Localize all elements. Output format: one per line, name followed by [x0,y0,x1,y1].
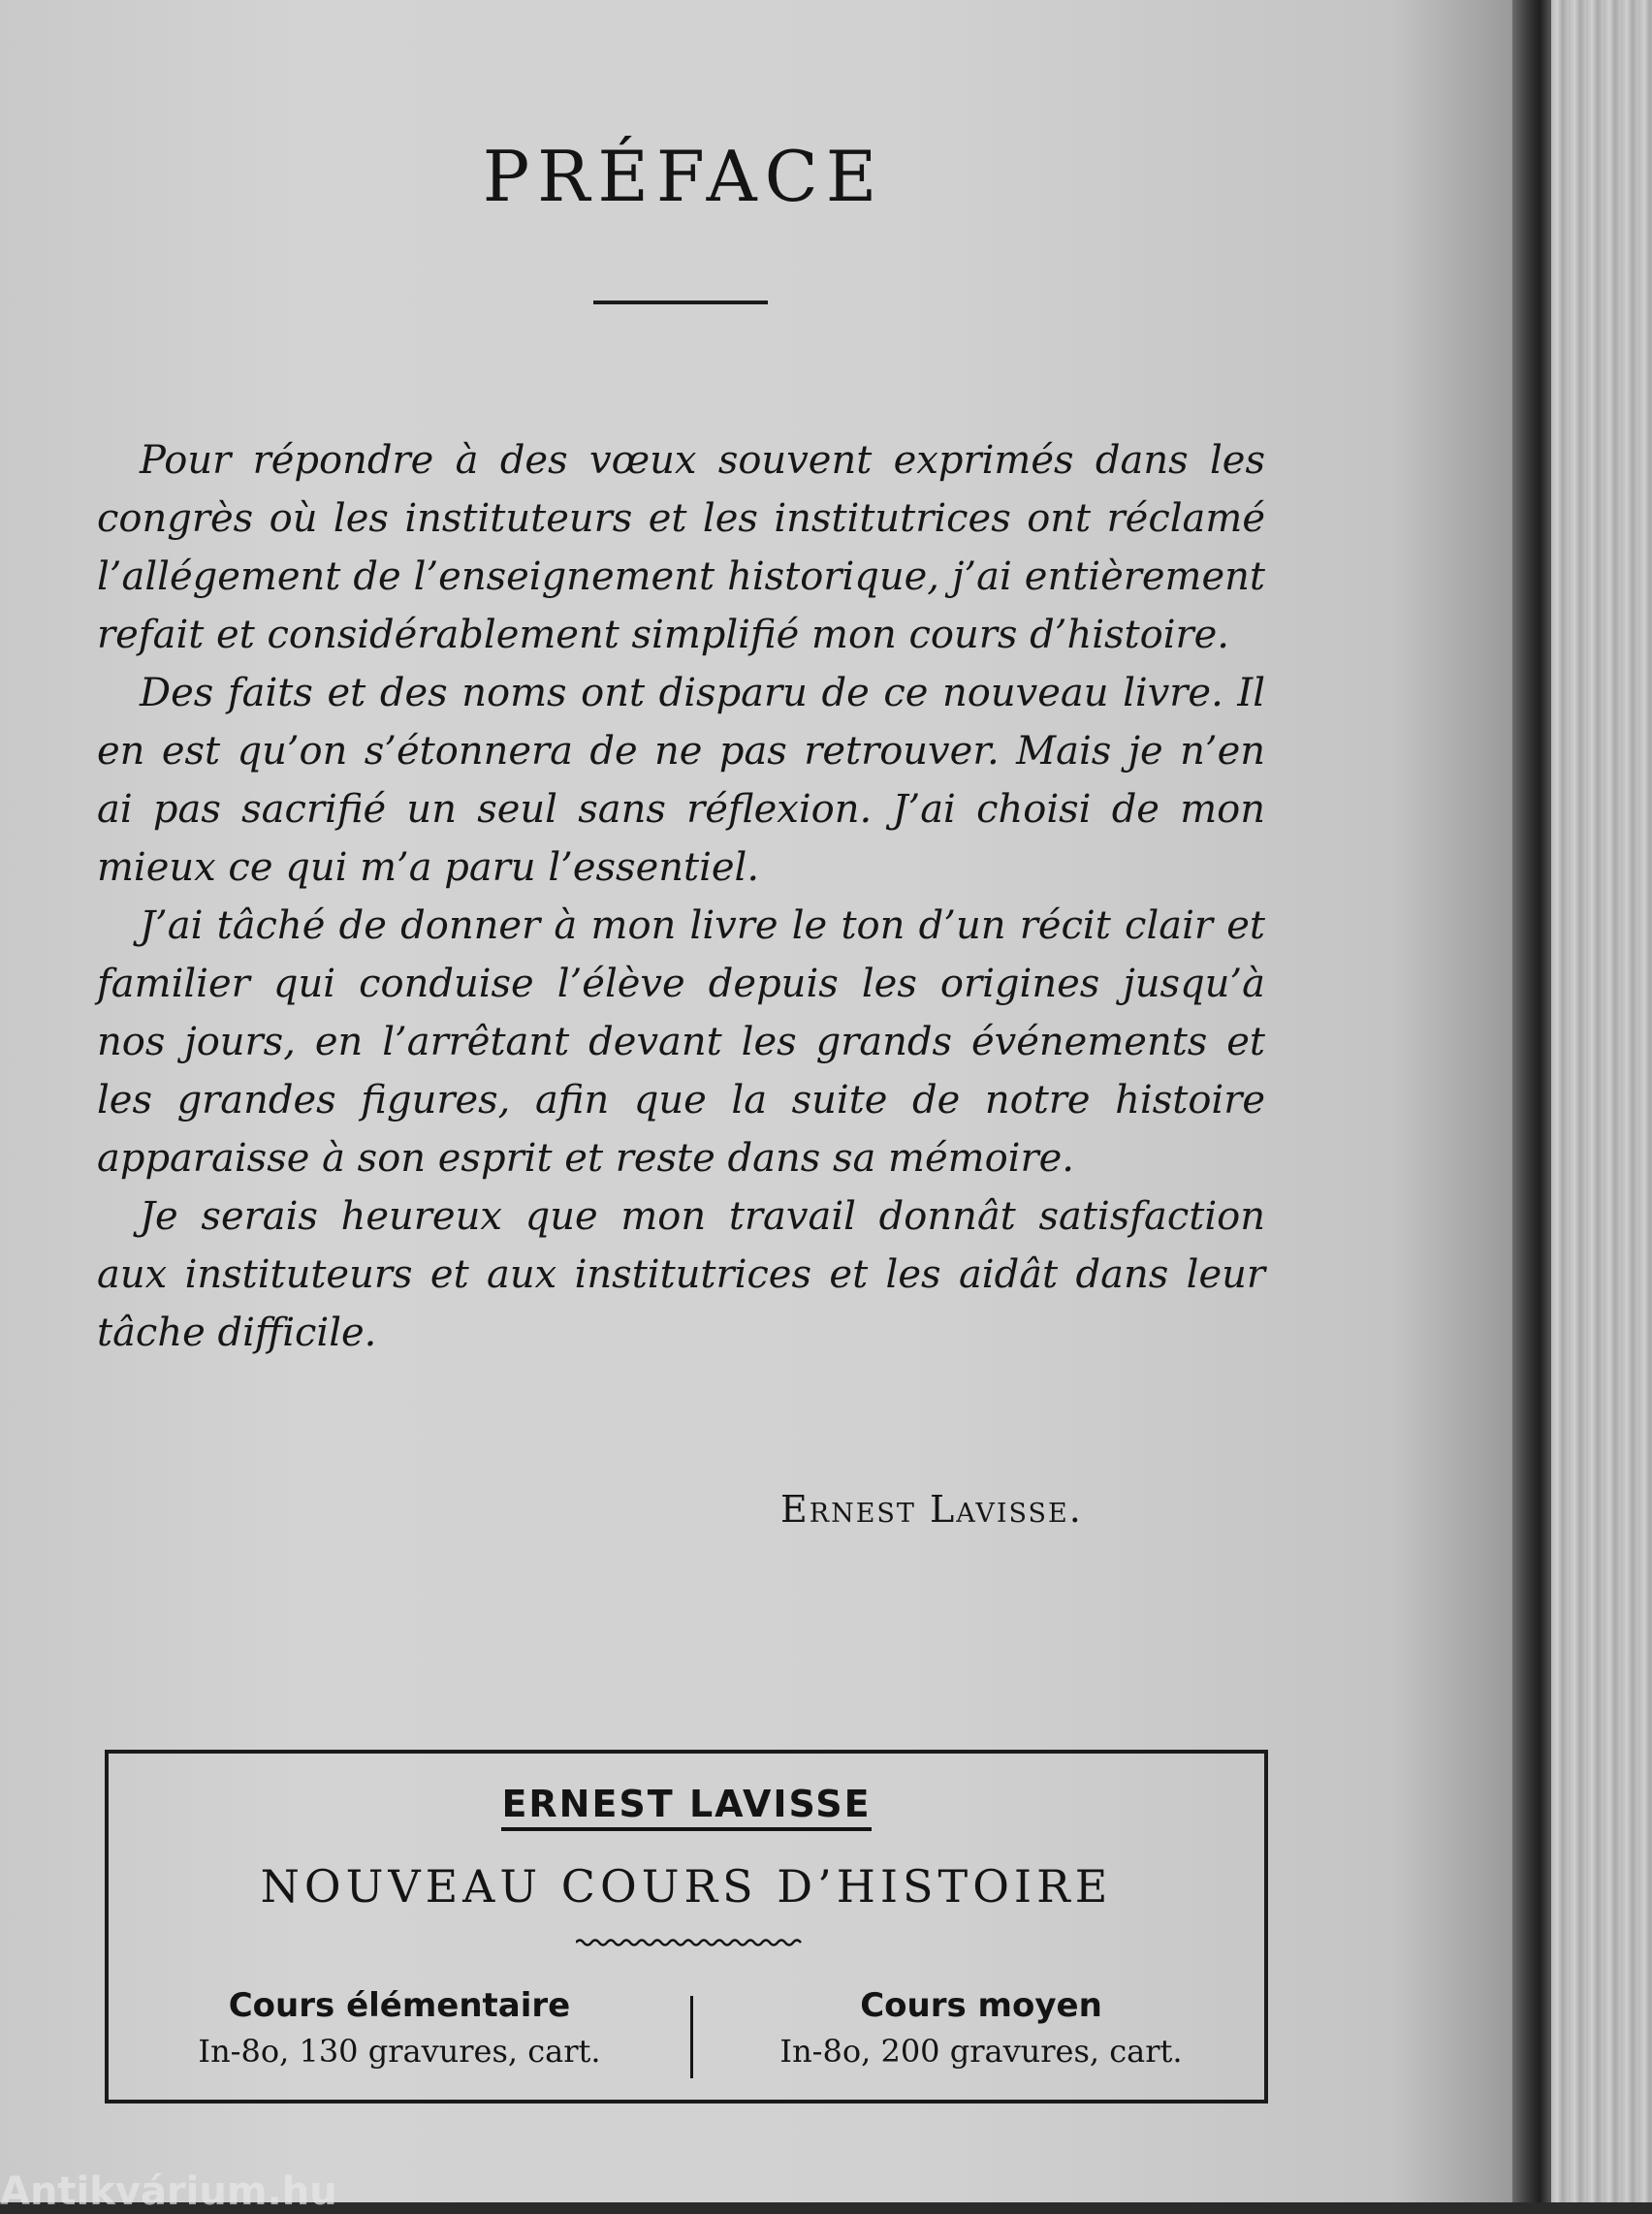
advert-series-title: NOUVEAU COURS D’HISTOIRE [260,1860,1113,1913]
book-gutter [1512,0,1551,2202]
advert-right-detail: In-8o, 200 gravures, cart. [779,2033,1183,2070]
advert-column-elementary [128,1986,671,2070]
advertisement-box [105,1750,1268,2103]
paragraph-3: J’ai tâché de donner à mon livre le ton d’un récit clair et familier qui conduise l’élève depuis les origines jusqu’à nos jours, en l’arrêtant devant les grands événements et les grandes figures, afin que la suite de notre histoire apparaisse à son esprit et reste dans sa mémoire. [97,903,1265,1181]
title-rule [593,300,768,304]
preface-text [97,431,1265,1362]
advert-left-name: Cours élémentaire [228,1986,571,2025]
wavy-ornament-icon [576,1938,805,1947]
page-title: PRÉFACE [482,136,885,217]
paragraph-2: Des faits et des noms ont disparu de ce nouveau livre. Il en est qu’on s’étonnera de ne pas retrouver. Mais je n’en ai pas sacrifié un seul sans réflexion. J’ai choisi de mon mieux ce qui m’a paru l’essentiel. [97,671,1265,890]
advert-author [109,1783,1264,1825]
watermark: Antikvárium.hu [0,2169,337,2214]
advert-author-text: ERNEST LAVISSE [501,1783,871,1831]
advert-divider [690,1996,693,2078]
adjacent-page-edge [1551,0,1652,2202]
advert-right-name: Cours moyen [860,1986,1102,2025]
advert-column-middle [710,1986,1253,2070]
signature: Ernest Lavisse. [780,1488,1083,1531]
advert-left-detail: In-8o, 130 gravures, cart. [198,2033,601,2070]
paragraph-1: Pour répondre à des vœux souvent exprimés dans les congrès où les instituteurs et les institutrices ont réclamé l’allégement de l’enseignement historique, j’ai entièrement refait et considérablement simplifié mon cours d’histoire. [97,438,1265,657]
paragraph-4: Je serais heureux que mon travail donnât satisfaction aux instituteurs et aux institutrices et les aidât dans leur tâche difficile. [97,1194,1265,1355]
